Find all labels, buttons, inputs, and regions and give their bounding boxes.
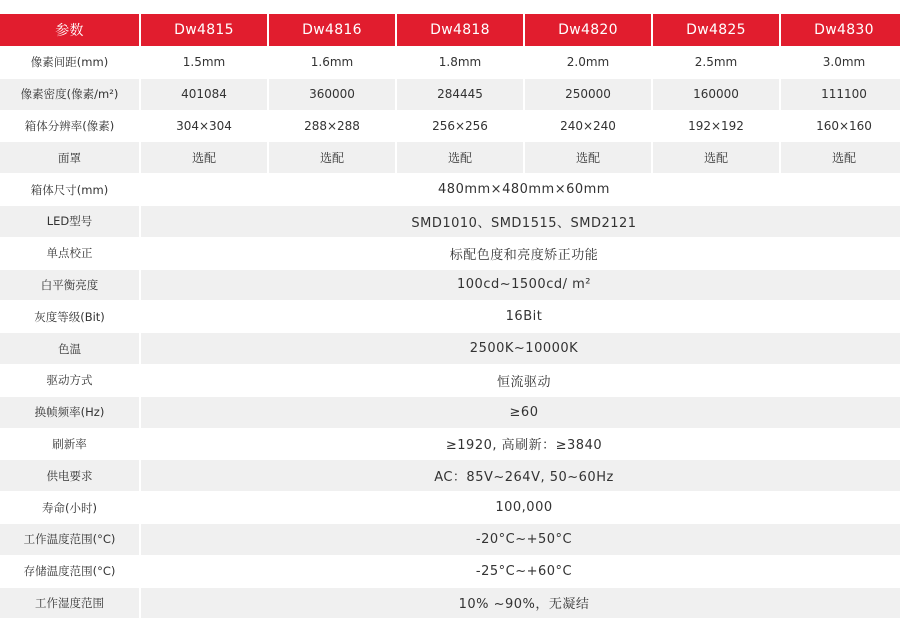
row-label: 工作湿度范围 <box>0 587 139 619</box>
cell-value: 288×288 <box>269 110 395 142</box>
cell-value: 2.5mm <box>653 46 779 78</box>
row-label: 存储温度范围(°C) <box>0 555 139 587</box>
row-label: 单点校正 <box>0 237 139 269</box>
merged-value: 2500K~10000K <box>141 332 900 364</box>
table-row <box>0 237 900 269</box>
table-row <box>0 141 900 173</box>
table-row <box>0 173 900 205</box>
cell-value: 111100 <box>781 78 900 110</box>
header-param: 参数 <box>0 14 139 46</box>
row-label: 白平衡亮度 <box>0 269 139 301</box>
cell-value: 360000 <box>269 78 395 110</box>
merged-value: AC：85V~264V, 50~60Hz <box>141 459 900 491</box>
table-row <box>0 269 900 301</box>
table-row <box>0 364 900 396</box>
cell-value: 1.5mm <box>141 46 267 78</box>
table-row <box>0 523 900 555</box>
table-row <box>0 110 900 142</box>
header-model: Dw4818 <box>397 14 523 46</box>
row-label: LED型号 <box>0 205 139 237</box>
table-row <box>0 555 900 587</box>
cell-value: 选配 <box>781 141 900 173</box>
cell-value: 选配 <box>653 141 779 173</box>
table-row <box>0 332 900 364</box>
cell-value: 选配 <box>397 141 523 173</box>
table-row <box>0 396 900 428</box>
merged-value: -25°C~+60°C <box>141 555 900 587</box>
row-label: 驱动方式 <box>0 364 139 396</box>
cell-value: 192×192 <box>653 110 779 142</box>
table-row <box>0 46 900 78</box>
header-model: Dw4830 <box>781 14 900 46</box>
cell-value: 选配 <box>525 141 651 173</box>
table-row <box>0 428 900 460</box>
row-label: 面罩 <box>0 141 139 173</box>
merged-value: 16Bit <box>141 300 900 332</box>
row-label: 灰度等级(Bit) <box>0 300 139 332</box>
cell-value: 1.6mm <box>269 46 395 78</box>
cell-value: 1.8mm <box>397 46 523 78</box>
table-row <box>0 78 900 110</box>
merged-value: 标配色度和亮度矫正功能 <box>141 237 900 269</box>
merged-value: ≥1920, 高刷新：≥3840 <box>141 428 900 460</box>
table-row <box>0 459 900 491</box>
header-row <box>0 14 900 46</box>
cell-value: 250000 <box>525 78 651 110</box>
table-row <box>0 300 900 332</box>
row-label: 工作温度范围(°C) <box>0 523 139 555</box>
cell-value: 选配 <box>269 141 395 173</box>
header-model: Dw4816 <box>269 14 395 46</box>
merged-value: 480mm×480mm×60mm <box>141 173 900 205</box>
cell-value: 284445 <box>397 78 523 110</box>
spec-table <box>0 14 900 618</box>
merged-value: ≥60 <box>141 396 900 428</box>
cell-value: 240×240 <box>525 110 651 142</box>
row-label: 寿命(小时) <box>0 491 139 523</box>
row-label: 像素密度(像素/m²) <box>0 78 139 110</box>
cell-value: 160×160 <box>781 110 900 142</box>
cell-value: 3.0mm <box>781 46 900 78</box>
header-model: Dw4815 <box>141 14 267 46</box>
table-row <box>0 205 900 237</box>
row-label: 箱体分辨率(像素) <box>0 110 139 142</box>
cell-value: 2.0mm <box>525 46 651 78</box>
cell-value: 160000 <box>653 78 779 110</box>
row-label: 像素间距(mm) <box>0 46 139 78</box>
merged-value: SMD1010、SMD1515、SMD2121 <box>141 205 900 237</box>
row-label: 箱体尺寸(mm) <box>0 173 139 205</box>
row-label: 色温 <box>0 332 139 364</box>
cell-value: 256×256 <box>397 110 523 142</box>
cell-value: 401084 <box>141 78 267 110</box>
cell-value: 304×304 <box>141 110 267 142</box>
header-model: Dw4825 <box>653 14 779 46</box>
merged-value: 恒流驱动 <box>141 364 900 396</box>
row-label: 刷新率 <box>0 428 139 460</box>
header-model: Dw4820 <box>525 14 651 46</box>
merged-value: -20°C~+50°C <box>141 523 900 555</box>
merged-value: 10% ~90%，无凝结 <box>141 587 900 619</box>
row-label: 供电要求 <box>0 459 139 491</box>
merged-value: 100,000 <box>141 491 900 523</box>
cell-value: 选配 <box>141 141 267 173</box>
table-row <box>0 587 900 619</box>
row-label: 换帧频率(Hz) <box>0 396 139 428</box>
merged-value: 100cd~1500cd/ m² <box>141 269 900 301</box>
table-row <box>0 491 900 523</box>
